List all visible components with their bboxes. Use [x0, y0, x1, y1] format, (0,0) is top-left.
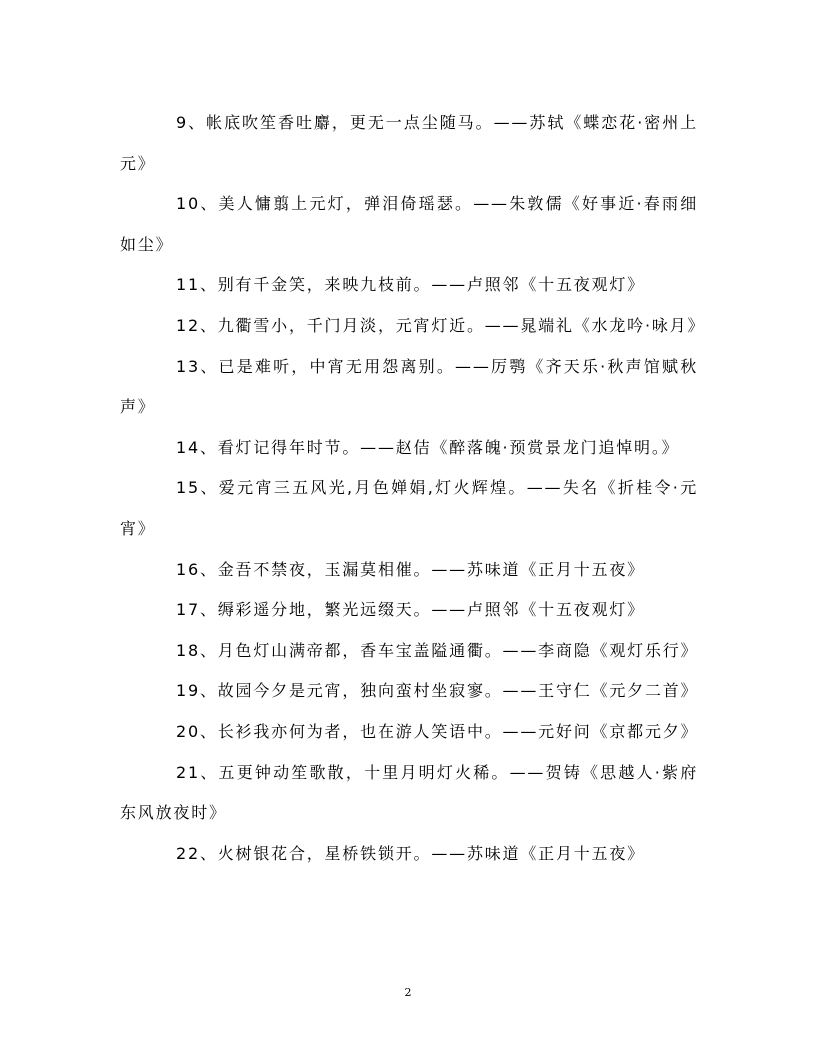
- poem-quote-19: 19、故园今夕是元宵，独向蛮村坐寂寥。——王守仁《元夕二首》: [176, 681, 699, 701]
- poem-quote-9: 9、帐底吹笙香吐麝，更无一点尘随马。——苏轼《蝶恋花·密州上元》: [120, 113, 698, 173]
- poem-quote-17: 17、缛彩遥分地，繁光远缀天。——卢照邻《十五夜观灯》: [176, 600, 645, 620]
- document-body: [120, 103, 706, 874]
- poem-quote-16: 16、金吾不禁夜，玉漏莫相催。——苏味道《正月十五夜》: [176, 559, 645, 579]
- poem-quote-21: 21、五更钟动笙歌散，十里月明灯火稀。——贺铸《思越人·紫府东风放夜时》: [120, 762, 698, 823]
- poem-quote-13: 13、已是难听，中宵无用怨离别。——厉鹗《齐天乐·秋声馆赋秋声》: [120, 356, 698, 417]
- poem-quote-15: 15、爱元宵三五风光,月色婵娟,灯火辉煌。——失名《折桂令·元宵》: [120, 478, 698, 538]
- poem-quote-18: 18、月色灯山满帝都，香车宝盖隘通衢。——李商隐《观灯乐行》: [176, 640, 699, 660]
- poem-quote-20: 20、长衫我亦何为者，也在游人笑语中。——元好问《京都元夕》: [176, 721, 699, 741]
- poem-quote-11: 11、别有千金笑，来映九枝前。——卢照邻《十五夜观灯》: [176, 275, 645, 295]
- poem-quote-12: 12、九衢雪小，千门月淡，元宵灯近。——晁端礼《水龙吟·咏月》: [176, 315, 706, 335]
- poem-quote-10: 10、美人慵翦上元灯，弹泪倚瑶瑟。——朱敦儒《好事近·春雨细如尘》: [120, 194, 698, 254]
- page-number: 2: [404, 986, 412, 999]
- poem-quote-14: 14、看灯记得年时节。——赵佶《醉落魄·预赏景龙门追悼明。》: [176, 437, 680, 457]
- poem-quote-22: 22、火树银花合，星桥铁锁开。——苏味道《正月十五夜》: [176, 843, 645, 863]
